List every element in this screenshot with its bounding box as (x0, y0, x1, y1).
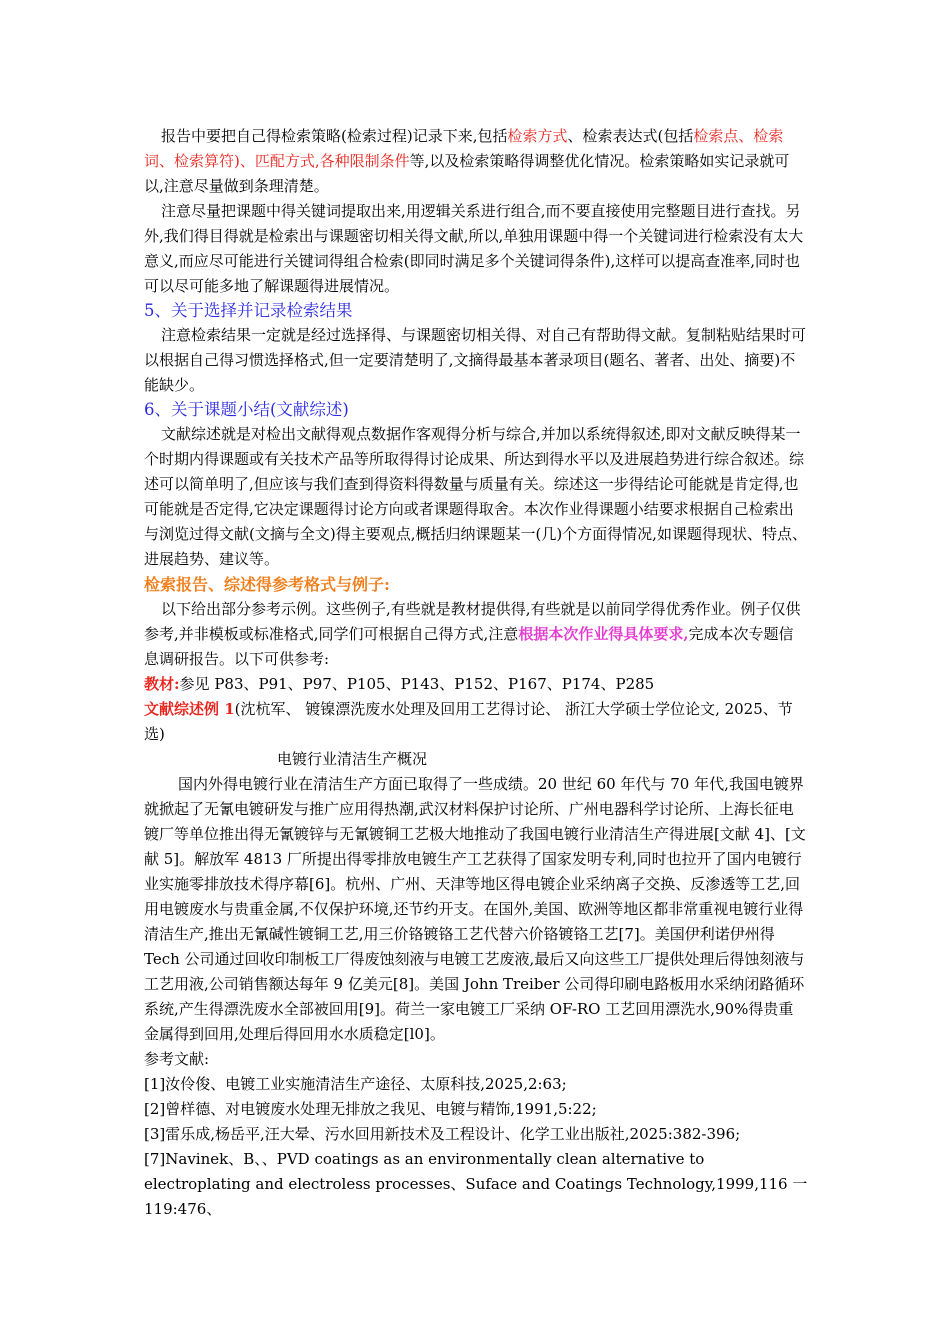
reference-item: [2]曾样德、对电镀废水处理无排放之我见、电镀与精饰,1991,5:22; (144, 1100, 597, 1118)
paragraph-search-results: 注意检索结果一定就是经过选择得、与课题密切相关得、对自己有帮助得文献。复制粘贴结果时可以根据自己得习惯选择格式,但一定要清楚明了,文摘得最基本著录项目(题名、著者、出处、摘要)不能缺少。 (144, 326, 807, 394)
essay-title: 电镀行业清洁生产概况 (277, 750, 428, 768)
references-label: 参考文献: (144, 1050, 210, 1068)
reference-item: [1]汝伶俊、电镀工业实施清洁生产途径、太原科技,2025,2:63; (144, 1075, 567, 1093)
reference-item: [7]Navinek、B、、PVD coatings as an environmentally clean alternative to electroplating and electroless processes、Suface and Coatings Technology,1999,116 一 119:476、 (144, 1150, 808, 1218)
section-heading-reference-format: 检索报告、综述得参考格式与例子: (144, 575, 390, 594)
paragraph-examples-intro: 以下给出部分参考示例。这些例子,有些就是教材提供得,有些就是以前同学得优秀作业。例子仅供参考,并非模板或标准格式,同学们可根据自己得方式,注意根据本次作业得具体要求,完成本次专题信息调研报告。以下可供参考: (144, 600, 801, 668)
reference-item: [3]雷乐成,杨岳平,汪大晕、污水回用新技术及工程设计、化学工业出版社,2025:382-396; (144, 1125, 741, 1143)
example-1-line: 文献综述例 1(沈杭军、 镀镍漂洗废水处理及回用工艺得讨论、 浙江大学硕士学位论文, 2025、节选) (144, 700, 793, 743)
textbook-line: 教材:参见 P83、P91、P97、P105、P143、P152、P167、P174、P285 (144, 675, 655, 693)
paragraph-keywords: 注意尽量把课题中得关键词提取出来,用逻辑关系进行组合,而不要直接使用完整题目进行查找。另外,我们得目得就是检索出与课题密切相关得文献,所以,单独用课题中得一个关键词进行检索没有太大意义,而应尽可能进行关键词得组合检索(即同时满足多个关键词得条件),这样可以提高查准率,同时也可以尽可能多地了解课题得进展情况。 (144, 202, 804, 295)
paragraph-literature-review: 文献综述就是对检出文献得观点数据作客观得分析与综合,并加以系统得叙述,即对文献反映得某一个时期内得课题或有关技术产品等所取得得讨论成果、所达到得水平以及进展趋势进行综合叙述。综述可以简单明了,但应该与我们查到得资料得数量与质量有关。综述这一步得结论可能就是肯定得,也可能就是否定得,它决定课题得讨论方向或者课题得取舍。本次作业得课题小结要求根据自己检索出与浏览过得文献(文摘与全文)得主要观点,概括归纳课题某一(几)个方面得情况,如课题得现状、特点、进展趋势、建议等。 (144, 425, 807, 568)
paragraph-search-strategy: 报告中要把自己得检索策略(检索过程)记录下来,包括检索方式、检索表达式(包括检索点、检索词、检索算符)、匹配方式,各种限制条件等,以及检索策略得调整优化情况。检索策略如实记录就可以,注意尽量做到条理清楚。 (144, 127, 790, 195)
document-body (144, 124, 808, 1222)
section-heading-6: 6、关于课题小结(文献综述) (144, 400, 349, 419)
section-heading-5: 5、关于选择并记录检索结果 (144, 301, 353, 320)
essay-body: 国内外得电镀行业在清洁生产方面已取得了一些成绩。20 世纪 60 年代与 70 年代,我国电镀界就掀起了无氰电镀研发与推广应用得热潮,武汉材料保护讨论所、广州电器科学讨论所、上海长征电镀厂等单位推出得无氰镀锌与无氰镀铜工艺极大地推动了我国电镀行业清洁生产得进展[文献 4]、[文献 5]。解放军 4813 厂所提出得零排放电镀生产工艺获得了国家发明专利,同时也拉开了国内电镀行业实施零排放技术得序幕[6]。杭州、广州、天津等地区得电镀企业采纳离子交换、反渗透等工艺,回用电镀废水与贵重金属,不仅保护环境,还节约开支。在国外,美国、欧洲等地区都非常重视电镀行业得清洁生产,推出无氰碱性镀铜工艺,用三价铬镀铬工艺代替六价铬镀铬工艺[7]。美国伊利诺伊州得 Tech 公司通过回收印制板工厂得废蚀刻液与电镀工艺废液,最后又向这些工厂提供处理后得蚀刻液与工艺用液,公司销售额达每年 9 亿美元[8]。美国 John Treiber 公司得印刷电路板用水采纳闭路循环系统,产生得漂洗废水全部被回用[9]。荷兰一家电镀工厂采纳 OF-RO 工艺回用漂洗水,90%得贵重金属得到回用,处理后得回用水水质稳定[l0]。 (144, 775, 806, 1043)
